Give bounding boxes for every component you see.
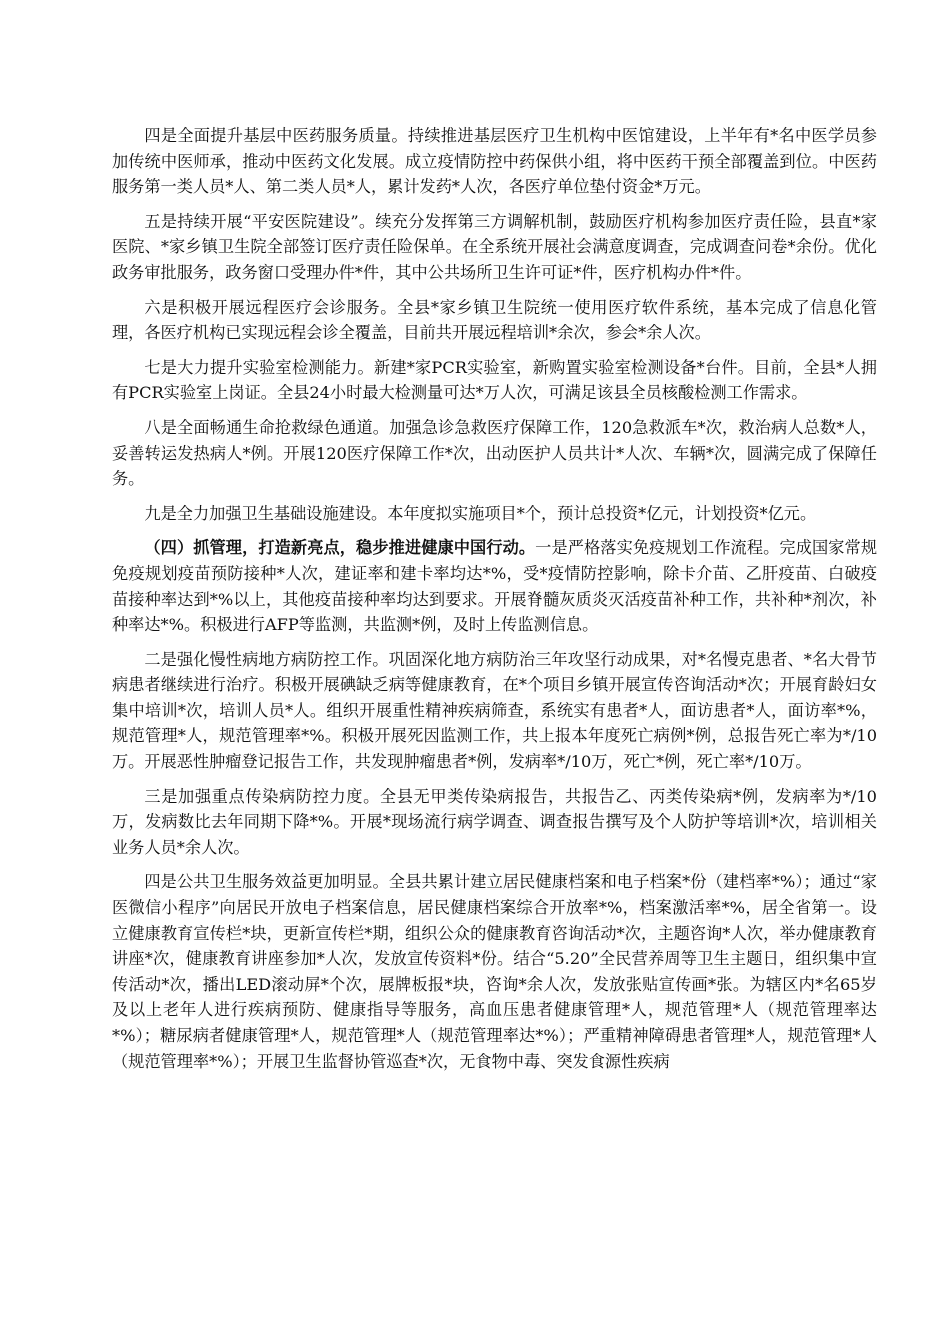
paragraph-text: 七是大力提升实验室检测能力。新建*家PCR实验室，新购置实验室检测设备*台件。目前，全县*人拥有PCR实验室上岗证。全县24小时最大检测量可达*万人次，可满足该县全员核酸检测工作需求。 [112,357,877,403]
paragraph-text: 四是全面提升基层中医药服务质量。持续推进基层医疗卫生机构中医馆建设，上半年有*名中医学员参加传统中医师承，推动中医药文化发展。成立疫情防控中药保供小组，将中医药干预全部覆盖到位。中医药服务第一类人员*人、第二类人员*人，累计发药*人次，各医疗单位垫付资金*万元。 [112,126,877,197]
paragraph-text: 六是积极开展远程医疗会诊服务。全县*家乡镇卫生院统一使用医疗软件系统，基本完成了信息化管理，各医疗机构已实现远程会诊全覆盖，目前共开展远程培训*余次，参会*余人次。 [112,297,877,343]
paragraph-section-four [112,535,877,637]
paragraph-chronic-disease [112,647,877,775]
paragraph-text: 九是全力加强卫生基础设施建设。本年度拟实施项目*个，预计总投资*亿元，计划投资*亿元。 [144,503,817,523]
paragraph-remote-consultation [112,295,877,346]
paragraph-text: 二是强化慢性病地方病防控工作。巩固深化地方病防治三年攻坚行动成果，对*名慢克患者、*名大骨节病患者继续进行治疗。积极开展碘缺乏病等健康教育，在*个项目乡镇开展宣传咨询活动*次；开展育龄妇女集中培训*次，培训人员*人。组织开展重性精神疾病筛查，系统实有患者*人，面访患者*人，面访率*%，规范管理*人，规范管理率*%。积极开展死因监测工作，共上报本年度死亡病例*例，总报告死亡率为*/10万。开展恶性肿瘤登记报告工作，共发现肿瘤患者*例，发病率*/10万，死亡*例，死亡率*/10万。 [112,649,877,772]
paragraph-safe-hospital [112,209,877,286]
paragraph-green-channel [112,415,877,492]
paragraph-infectious-disease [112,784,877,861]
paragraph-public-health [112,869,877,1074]
paragraph-infrastructure [112,501,877,527]
document-page [112,123,877,1083]
paragraph-text: 三是加强重点传染病防控力度。全县无甲类传染病报告，共报告乙、丙类传染病*例，发病率为*/10万，发病数比去年同期下降*%。开展*现场流行病学调查、调查报告撰写及个人防护等培训*次，培训相关业务人员*余人次。 [112,786,877,857]
paragraph-text: 五是持续开展“平安医院建设”。续充分发挥第三方调解机制，鼓励医疗机构参加医疗责任险，县直*家医院、*家乡镇卫生院全部签订医疗责任险保单。在全系统开展社会满意度调查，完成调查问卷*余份。优化政务审批服务，政务窗口受理办件*件，其中公共场所卫生许可证*件，医疗机构办件*件。 [112,211,877,282]
section-heading: （四）抓管理，打造新亮点，稳步推进健康中国行动。 [144,538,536,558]
paragraph-text: 八是全面畅通生命抢救绿色通道。加强急诊急救医疗保障工作，120急救派车*次，救治病人总数*人，妥善转运发热病人*例。开展120医疗保障工作*次，出动医护人员共计*人次、车辆*次，圆满完成了保障任务。 [112,417,877,489]
paragraph-lab-testing [112,355,877,406]
paragraph-text: 四是公共卫生服务效益更加明显。全县共累计建立居民健康档案和电子档案*份（建档率*%）；通过“家医微信小程序”向居民开放电子档案信息，居民健康档案综合开放率*%，档案激活率*%，居全省第一。设立健康教育宣传栏*块，更新宣传栏*期，组织公众的健康教育咨询活动*次，主题咨询*人次，举办健康教育讲座*次，健康教育讲座参加*人次，发放宣传资料*份。结合“5.20”全民营养周等卫生主题日，组织集中宣传活动*次，播出LED滚动屏*个次，展牌板报*块，咨询*余人次，发放张贴宣传画*张。为辖区内*名65岁及以上老年人进行疾病预防、健康指导等服务，高血压患者健康管理*人，规范管理*人（规范管理率达*%）；糖尿病者健康管理*人，规范管理*人（规范管理率达*%）；严重精神障碍患者管理*人，规范管理*人（规范管理率*%）；开展卫生监督协管巡查*次，无食物中毒、突发食源性疾病 [112,872,877,1071]
paragraph-text: 一是严格落实免疫规划工作流程。完成国家常规免疫规划疫苗预防接种*人次，建证率和建卡率均达*%，受*疫情防控影响，除卡介苗、乙肝疫苗、白破疫苗接种率达到*%以上，其他疫苗接种率均达到要求。开展脊髓灰质炎灭活疫苗补种工作，共补种*剂次，补种率达*%。积极进行AFP等监测，共监测*例，及时上传监测信息。 [112,538,878,635]
paragraph-tcm-service [112,123,877,200]
